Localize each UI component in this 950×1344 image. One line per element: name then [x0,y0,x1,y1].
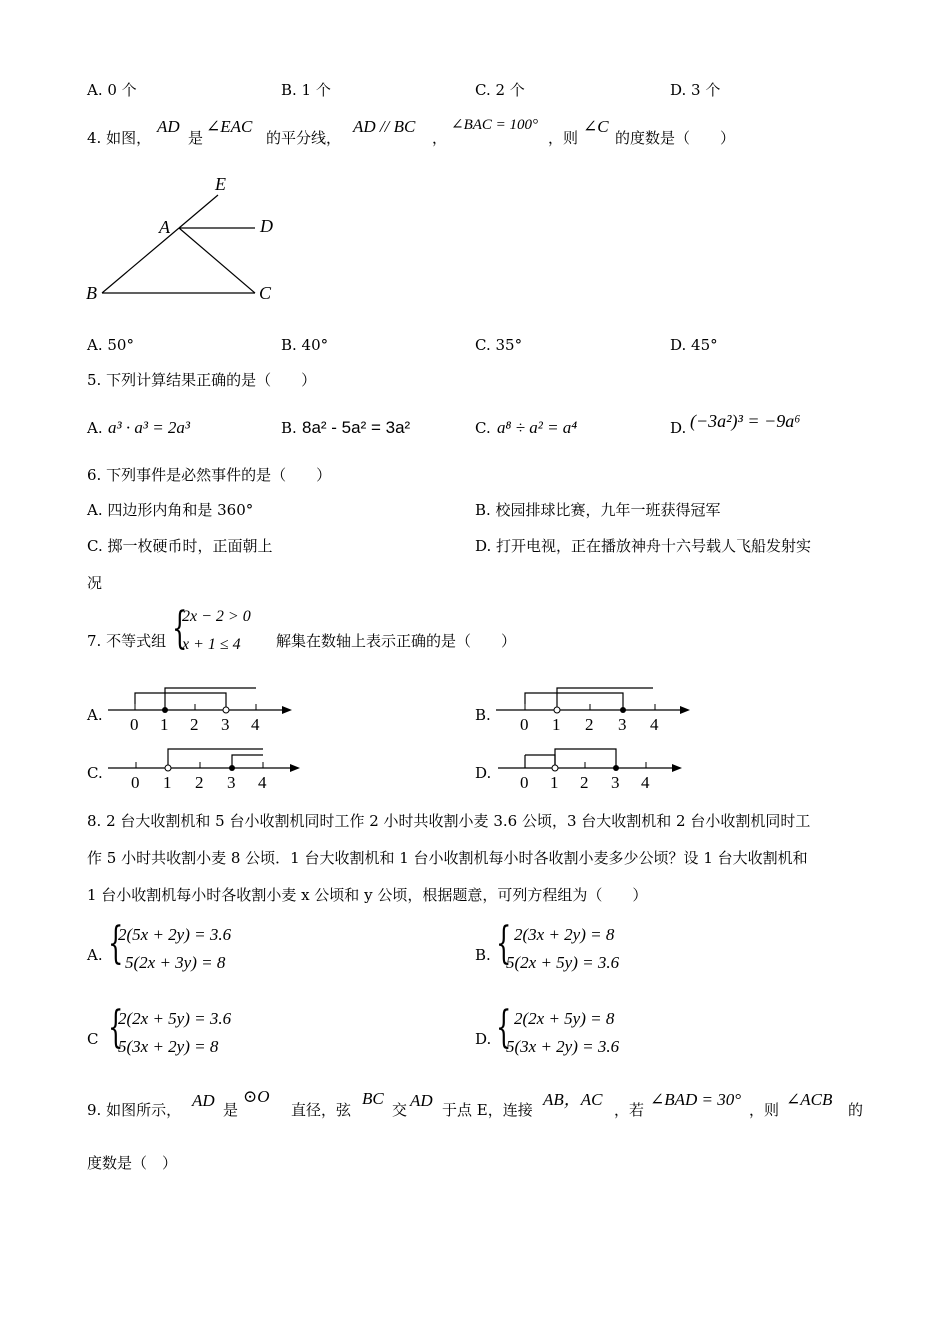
q9-then: ，则 [749,1101,780,1119]
q4-option-a: A. 50° [87,336,134,354]
q9-ad: AD [192,1091,215,1110]
q4-label-c: C [259,283,272,303]
svg-text:4: 4 [251,715,260,734]
svg-text:1: 1 [163,773,172,792]
q6-option-a: A. 四边形内角和是 360° [87,501,254,519]
q9-ab-ac: AB，AC [543,1090,603,1109]
q4-angle-c: ∠C [583,117,609,136]
q5-expr-a: a³ · a³ = 2a³ [108,418,191,437]
q4-option-d: D. 45° [670,336,718,354]
q4-label-b: B [86,283,97,303]
q8-line1: 8. 2 台大收割机和 5 台小收割机同时工作 2 小时共收割小麦 3.6 公顷，3 台大收割机和 2 台小收割机同时工 [87,812,811,830]
q7-line2: x + 1 ≤ 4 [182,636,241,653]
q4-figure [80,170,290,310]
q7-letter-a: A. [87,706,103,724]
q6-option-b: B. 校园排球比赛，九年一班获得冠军 [475,501,721,519]
q9-line2: 度数是（ ） [87,1154,178,1172]
q4-label-a: A [159,217,170,237]
q9-circle-o: ⊙O [243,1087,270,1106]
q7-numberline-c [100,743,305,795]
svg-text:2: 2 [580,773,589,792]
svg-text:4: 4 [650,715,659,734]
svg-text:4: 4 [258,773,267,792]
q4-angle-eac: ∠EAC [206,117,253,136]
q8-d-eq1: 2(2x + 5y) = 8 [514,1009,615,1028]
q7-line1: 2x − 2 > 0 [182,608,251,625]
q3-option-a: A. 0 个 [87,81,137,99]
q6-option-d: D. 打开电视，正在播放神舟十六号载人飞船发射实 [475,537,812,555]
q7-numberline-a [100,685,300,737]
q8-b-eq2: 5(2x + 5y) = 3.6 [506,953,620,972]
q7-letter-c: C. [87,764,103,782]
q7-letter-d: D. [475,764,492,782]
q8-brace-c: { [108,1002,124,1053]
q8-c-eq1: 2(2x + 5y) = 3.6 [118,1009,232,1028]
svg-text:3: 3 [227,773,236,792]
q4-option-c: C. 35° [475,336,523,354]
q9-prefix: 9. 如图所示， [87,1101,182,1119]
q5-letter-d: D. [670,419,687,437]
q6-option-d-wrap: 况 [87,574,103,592]
q9-angle-acb: ∠ACB [786,1090,833,1109]
q9-angle-bad: ∠BAD = 30° [650,1090,742,1109]
q7-prefix: 7. 不等式组 [87,632,167,650]
q9-is: 是 [223,1101,239,1119]
q9-cross: 交 [392,1101,408,1119]
q4-ad: AD [157,117,180,136]
q3-option-b: B. 1 个 [281,81,331,99]
q6-option-c: C. 掷一枚硬币时，正面朝上 [87,537,273,555]
q4-tail: 的度数是（ ） [615,129,736,147]
q8-line2: 作 5 小时共收割小麦 8 公顷．1 台大收割机和 1 台小收割机每小时各收割小麦多少公顷？设 1 台大收割机和 [87,849,808,867]
svg-text:2: 2 [195,773,204,792]
q4-angle-bac: ∠BAC = 100° [451,117,539,133]
q8-letter-b: B. [475,946,491,964]
q7-numberline-d [490,743,690,795]
q8-c-eq2: 5(3x + 2y) = 8 [118,1037,219,1056]
q6-stem: 6. 下列事件是必然事件的是（ ） [87,466,332,484]
q4-then: ，则 [548,129,579,147]
q4-option-b: B. 40° [281,336,329,354]
q8-brace-a: { [108,918,124,969]
q5-expr-b: 8a² - 5a² = 3a² [302,418,411,437]
q9-at-e: 于点 E，连接 [442,1101,533,1119]
q4-bisector: 的平分线， [266,129,342,147]
q4-side-ac [179,228,255,293]
svg-text:2: 2 [190,715,199,734]
q4-comma: ， [432,129,448,147]
svg-text:0: 0 [520,715,529,734]
q7-tail: 解集在数轴上表示正确的是（ ） [276,632,517,650]
svg-text:1: 1 [160,715,169,734]
svg-text:3: 3 [221,715,230,734]
q8-a-eq2: 5(2x + 3y) = 8 [125,953,226,972]
q5-stem: 5. 下列计算结果正确的是（ ） [87,371,317,389]
q9-bc: BC [362,1089,384,1108]
q5-expr-c: a⁸ ÷ a² = a⁴ [497,418,578,437]
q8-letter-c: C [87,1030,99,1048]
q8-brace-b: { [496,918,512,969]
q3-option-c: C. 2 个 [475,81,525,99]
q8-line3: 1 台小收割机每小时各收割小麦 x 公顷和 y 公顷，根据题意，可列方程组为（ ） [87,886,648,904]
q4-is: 是 [188,129,204,147]
q8-b-eq1: 2(3x + 2y) = 8 [514,925,615,944]
q7-letter-b: B. [475,706,491,724]
svg-text:1: 1 [550,773,559,792]
svg-text:0: 0 [130,715,139,734]
svg-text:3: 3 [611,773,620,792]
q9-diameter: 直径，弦 [291,1101,352,1119]
q8-letter-a: A. [87,946,103,964]
q4-label-e: E [215,174,226,194]
q8-a-eq1: 2(5x + 2y) = 3.6 [118,925,232,944]
q5-letter-b: B. [281,419,297,437]
q7-numberline-b [490,685,695,737]
svg-text:3: 3 [618,715,627,734]
q4-label-d: D [260,216,273,236]
q5-letter-a: A. [87,419,103,437]
q4-parallel: AD // BC [353,117,416,136]
q5-letter-c: C. [475,419,491,437]
q8-letter-d: D. [475,1030,492,1048]
svg-text:1: 1 [552,715,561,734]
q9-de: 的 [848,1101,864,1119]
svg-text:4: 4 [641,773,650,792]
q9-ad2: AD [410,1091,433,1110]
q5-expr-d: (−3a²)³ = −9a⁶ [690,411,801,431]
q4-side-ab [102,228,179,293]
q4-prefix: 4. 如图， [87,129,152,147]
q8-brace-d: { [496,1002,512,1053]
svg-text:0: 0 [520,773,529,792]
q4-ray-ae [179,195,218,228]
q7-brace: { [172,603,188,654]
q9-if: ，若 [614,1101,645,1119]
q3-option-d: D. 3 个 [670,81,721,99]
svg-text:2: 2 [585,715,594,734]
svg-text:0: 0 [131,773,140,792]
q8-d-eq2: 5(3x + 2y) = 3.6 [506,1037,620,1056]
